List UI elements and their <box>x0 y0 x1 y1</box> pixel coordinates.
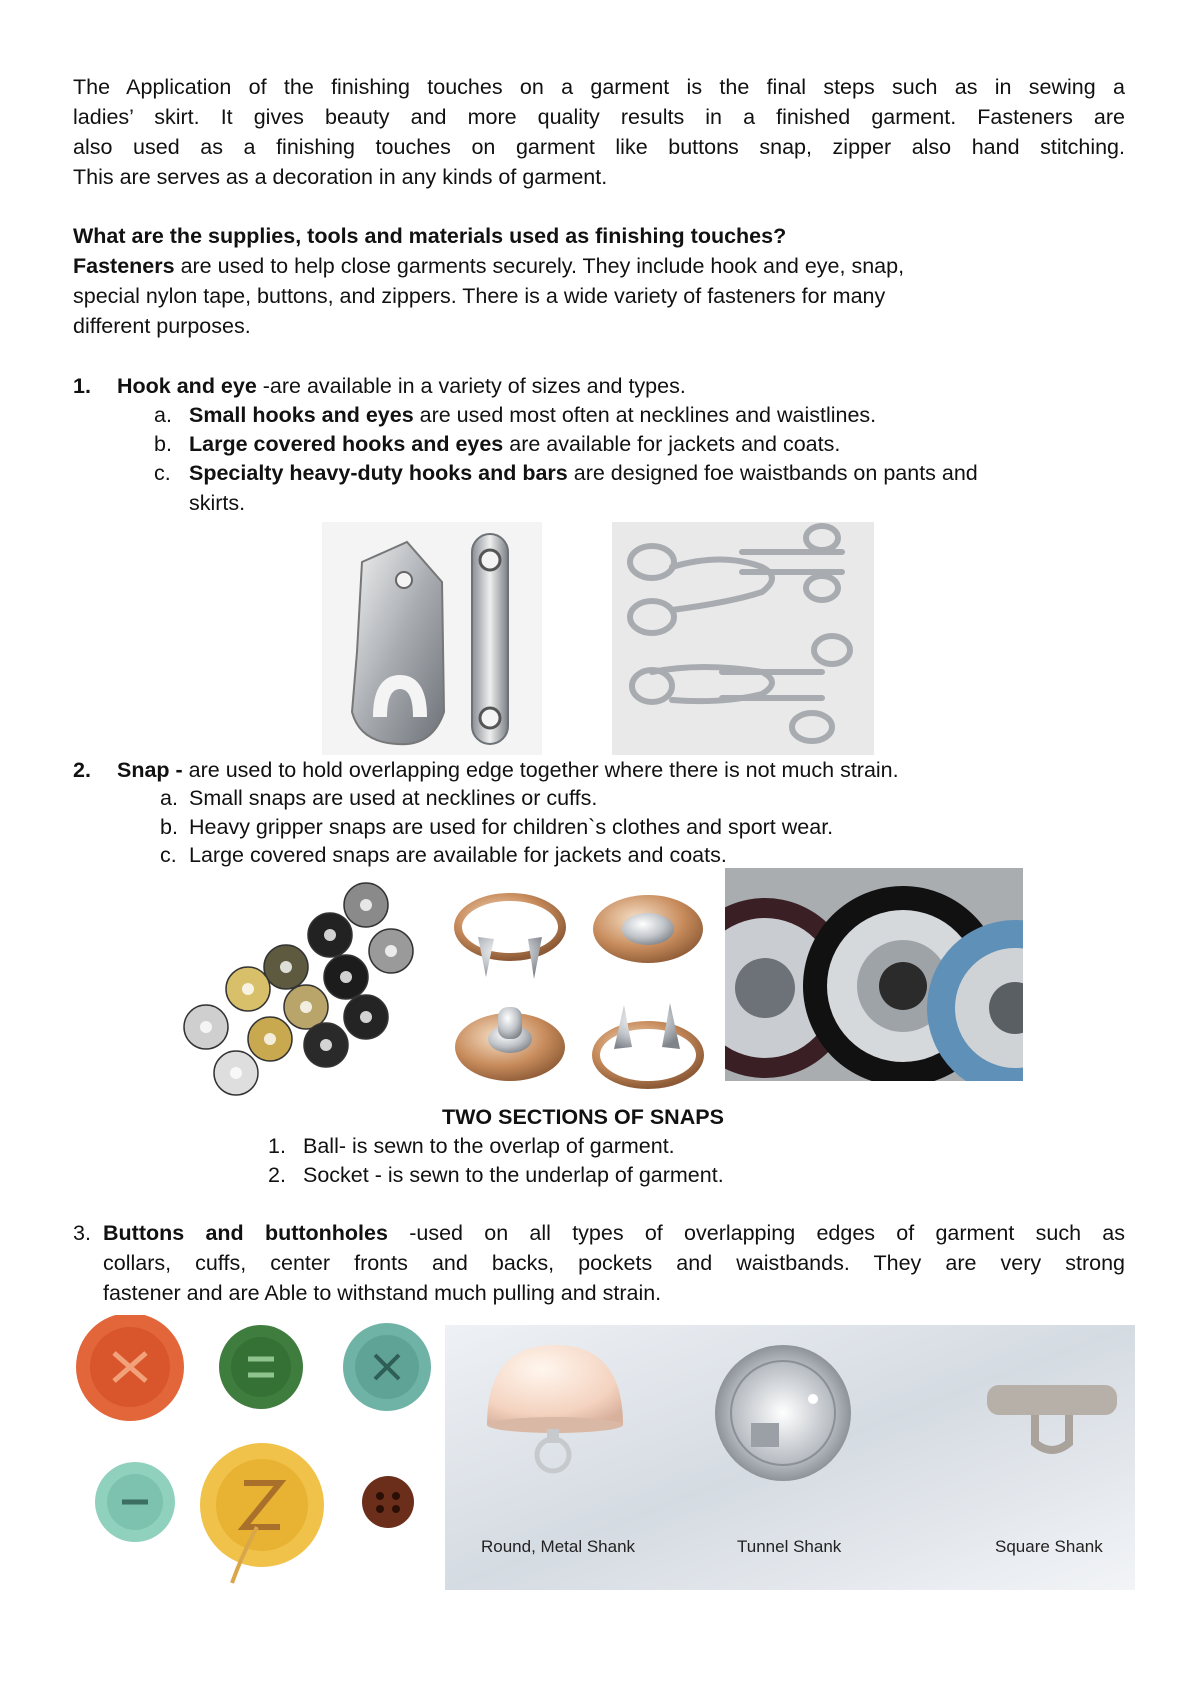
hook-eye-photo-large <box>322 522 542 755</box>
buttons-line-1 <box>103 1219 1125 1249</box>
buttons-term: Buttons and buttonholes <box>103 1221 388 1245</box>
hook-eye-term: Hook and eye <box>117 374 257 398</box>
hook-eye-number: 1. <box>73 374 91 398</box>
orange-button <box>76 1315 184 1421</box>
caption-square-shank: Square Shank <box>995 1537 1103 1556</box>
snap-item-b-letter: b. <box>160 815 178 839</box>
buttons-photo-shanks <box>445 1325 1135 1590</box>
snap-item-c: Large covered snaps are available for jackets and coats. <box>189 843 727 867</box>
fasteners-desc: are used to help close garments securely. They include hook and eye, snap, <box>174 254 905 278</box>
hook-shape <box>352 542 444 744</box>
snap-item-a-letter: a. <box>160 786 178 810</box>
intro-line-4: This are serves as a decoration in any kinds of garment. <box>73 165 608 189</box>
fasteners-term: Fasteners <box>73 254 175 278</box>
snap-item-b: Heavy gripper snaps are used for children`s clothes and sport wear. <box>189 815 834 839</box>
fasteners-line-3: different purposes. <box>73 314 251 338</box>
caption-tunnel-shank: Tunnel Shank <box>737 1537 842 1556</box>
hook-eye-item-a-term: Small hooks and eyes <box>189 403 414 427</box>
buttons-line-2: collars, cuffs, center fronts and backs, pockets and waistbands. They are very strong <box>103 1251 1125 1275</box>
snap-photo-prong <box>448 877 713 1099</box>
buttons-desc: -used on all types of overlapping edges of garment such as <box>387 1221 1125 1245</box>
hook-eye-item-c <box>189 459 978 489</box>
snap-line <box>117 756 899 786</box>
snap-section-1-number: 1. <box>268 1134 286 1158</box>
snap-section-2-number: 2. <box>268 1163 286 1187</box>
hook-eye-item-b-desc: are available for jackets and coats. <box>503 432 841 456</box>
hook-eye-item-b-letter: b. <box>154 432 172 456</box>
snap-section-1: Ball- is sewn to the overlap of garment. <box>303 1134 675 1158</box>
snap-photo-covered <box>725 868 1023 1081</box>
snap-sections-heading: TWO SECTIONS OF SNAPS <box>442 1105 724 1129</box>
buttons-line-3: fastener and are Able to withstand much pulling and strain. <box>103 1281 662 1305</box>
supplies-heading: What are the supplies, tools and materials used as finishing touches? <box>73 224 787 248</box>
snap-number: 2. <box>73 758 91 782</box>
tunnel-shank-button <box>715 1345 851 1481</box>
hook-eye-item-b-term: Large covered hooks and eyes <box>189 432 504 456</box>
intro-line-2: ladies’ skirt. It gives beauty and more quality results in a finished garment. Fasteners are <box>73 105 1125 129</box>
hook-eye-photo-small <box>612 522 874 755</box>
snap-section-2: Socket - is sewn to the underlap of garment. <box>303 1163 724 1187</box>
fasteners-line-2: special nylon tape, buttons, and zippers. There is a wide variety of fasteners for many <box>73 284 886 308</box>
brown-button <box>362 1476 414 1528</box>
buttons-number: 3. <box>73 1221 91 1245</box>
hook-eye-desc: -are available in a variety of sizes and types. <box>256 374 686 398</box>
green-button <box>219 1325 303 1409</box>
hook-eye-item-c-desc: are designed foe waistbands on pants and <box>567 461 978 485</box>
hook-eye-item-a <box>189 401 876 431</box>
snap-photo-assorted <box>176 877 436 1099</box>
buttons-photo-colorful <box>72 1315 442 1590</box>
snap-item-c-letter: c. <box>160 843 177 867</box>
hook-eye-item-c-letter: c. <box>154 461 171 485</box>
mint-button <box>95 1462 175 1542</box>
snap-item-a: Small snaps are used at necklines or cuffs. <box>189 786 598 810</box>
hook-eye-item-b <box>189 430 840 460</box>
snap-desc: are used to hold overlapping edge together where there is not much strain. <box>182 758 899 782</box>
hook-eye-item-a-desc: are used most often at necklines and waistlines. <box>413 403 877 427</box>
intro-line-1: The Application of the finishing touches on a garment is the final steps such as in sewing a <box>73 75 1125 99</box>
snap-term: Snap - <box>117 758 183 782</box>
teal-button <box>343 1323 431 1411</box>
fasteners-line-1 <box>73 252 904 282</box>
caption-round-metal-shank: Round, Metal Shank <box>481 1537 636 1556</box>
hook-eye-line <box>117 372 686 402</box>
hook-eye-item-c-cont: skirts. <box>189 491 246 515</box>
intro-line-3: also used as a finishing touches on garment like buttons snap, zipper also hand stitching. <box>73 135 1125 159</box>
hook-eye-item-c-term: Specialty heavy-duty hooks and bars <box>189 461 568 485</box>
hook-eye-item-a-letter: a. <box>154 403 172 427</box>
yellow-button <box>200 1443 324 1583</box>
